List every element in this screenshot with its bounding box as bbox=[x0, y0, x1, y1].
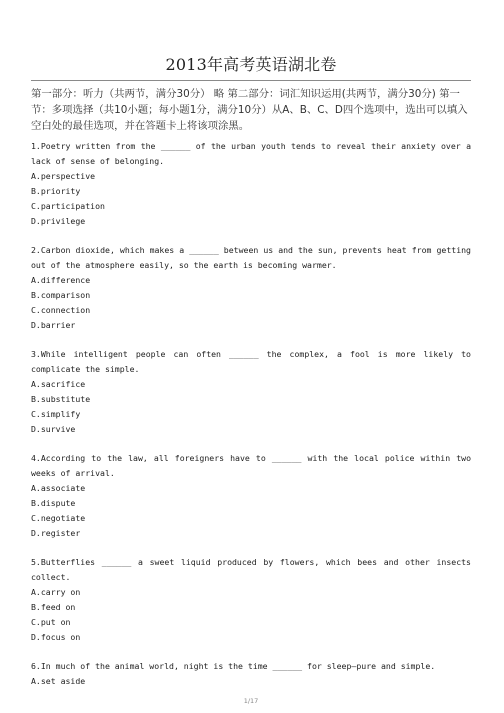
question-list bbox=[31, 139, 471, 703]
document-title: 2013年高考英语湖北卷 bbox=[165, 55, 337, 74]
option-a: A.difference bbox=[31, 275, 91, 285]
title-divider bbox=[31, 80, 471, 81]
option-c: C.put on bbox=[31, 617, 71, 627]
option-d: D.focus on bbox=[31, 632, 81, 642]
question-4 bbox=[31, 451, 471, 541]
question-stem: 4.According to the law, all foreigners have to ______ with the local police within two weeks of arrival. bbox=[31, 453, 471, 478]
section-instructions: 第一部分：听力（共两节，满分30分） 略 第二部分：词汇知识运用(共两节，满分30分) 第一节：多项选择（共10小题；每小题1分，满分10分）从A、B、C、D四个选项中，选出可以填入空白处的最佳选项，并在答题卡上将该项涂黑。 bbox=[31, 88, 468, 132]
question-stem: 2.Carbon dioxide, which makes a ______ between us and the sun, prevents heat from getting out of the atmosphere easily, so the earth is becoming warmer. bbox=[31, 245, 471, 270]
option-b: B.feed on bbox=[31, 602, 76, 612]
option-d: D.register bbox=[31, 528, 81, 538]
page-number: 1/17 bbox=[243, 697, 259, 705]
option-b: B.comparison bbox=[31, 290, 91, 300]
option-c: C.simplify bbox=[31, 409, 81, 419]
option-b: B.dispute bbox=[31, 498, 76, 508]
option-d: D.privilege bbox=[31, 216, 86, 226]
option-a: A.carry on bbox=[31, 587, 81, 597]
question-stem: 6.In much of the animal world, night is the time ______ for sleep—pure and simple. bbox=[31, 661, 436, 671]
option-d: D.survive bbox=[31, 424, 76, 434]
question-stem: 3.While intelligent people can often ______ the complex, a fool is more likely to complicate the simple. bbox=[31, 349, 471, 374]
option-b: B.priority bbox=[31, 186, 81, 196]
question-6 bbox=[31, 659, 471, 689]
question-stem: 5.Butterflies ______ a sweet liquid produced by flowers, which bees and other insects collect. bbox=[31, 557, 471, 582]
option-c: C.negotiate bbox=[31, 513, 86, 523]
option-c: C.participation bbox=[31, 201, 105, 211]
option-d: D.barrier bbox=[31, 320, 76, 330]
document-page bbox=[31, 0, 471, 713]
option-a: A.sacrifice bbox=[31, 379, 86, 389]
option-b: B.substitute bbox=[31, 394, 91, 404]
question-1 bbox=[31, 139, 471, 229]
question-3 bbox=[31, 347, 471, 437]
question-stem: 1.Poetry written from the ______ of the urban youth tends to reveal their anxiety over a lack of sense of belonging. bbox=[31, 141, 471, 166]
question-2 bbox=[31, 243, 471, 333]
question-5 bbox=[31, 555, 471, 645]
option-c: C.connection bbox=[31, 305, 91, 315]
option-a: A.set aside bbox=[31, 676, 86, 686]
option-a: A.perspective bbox=[31, 171, 96, 181]
option-a: A.associate bbox=[31, 483, 86, 493]
